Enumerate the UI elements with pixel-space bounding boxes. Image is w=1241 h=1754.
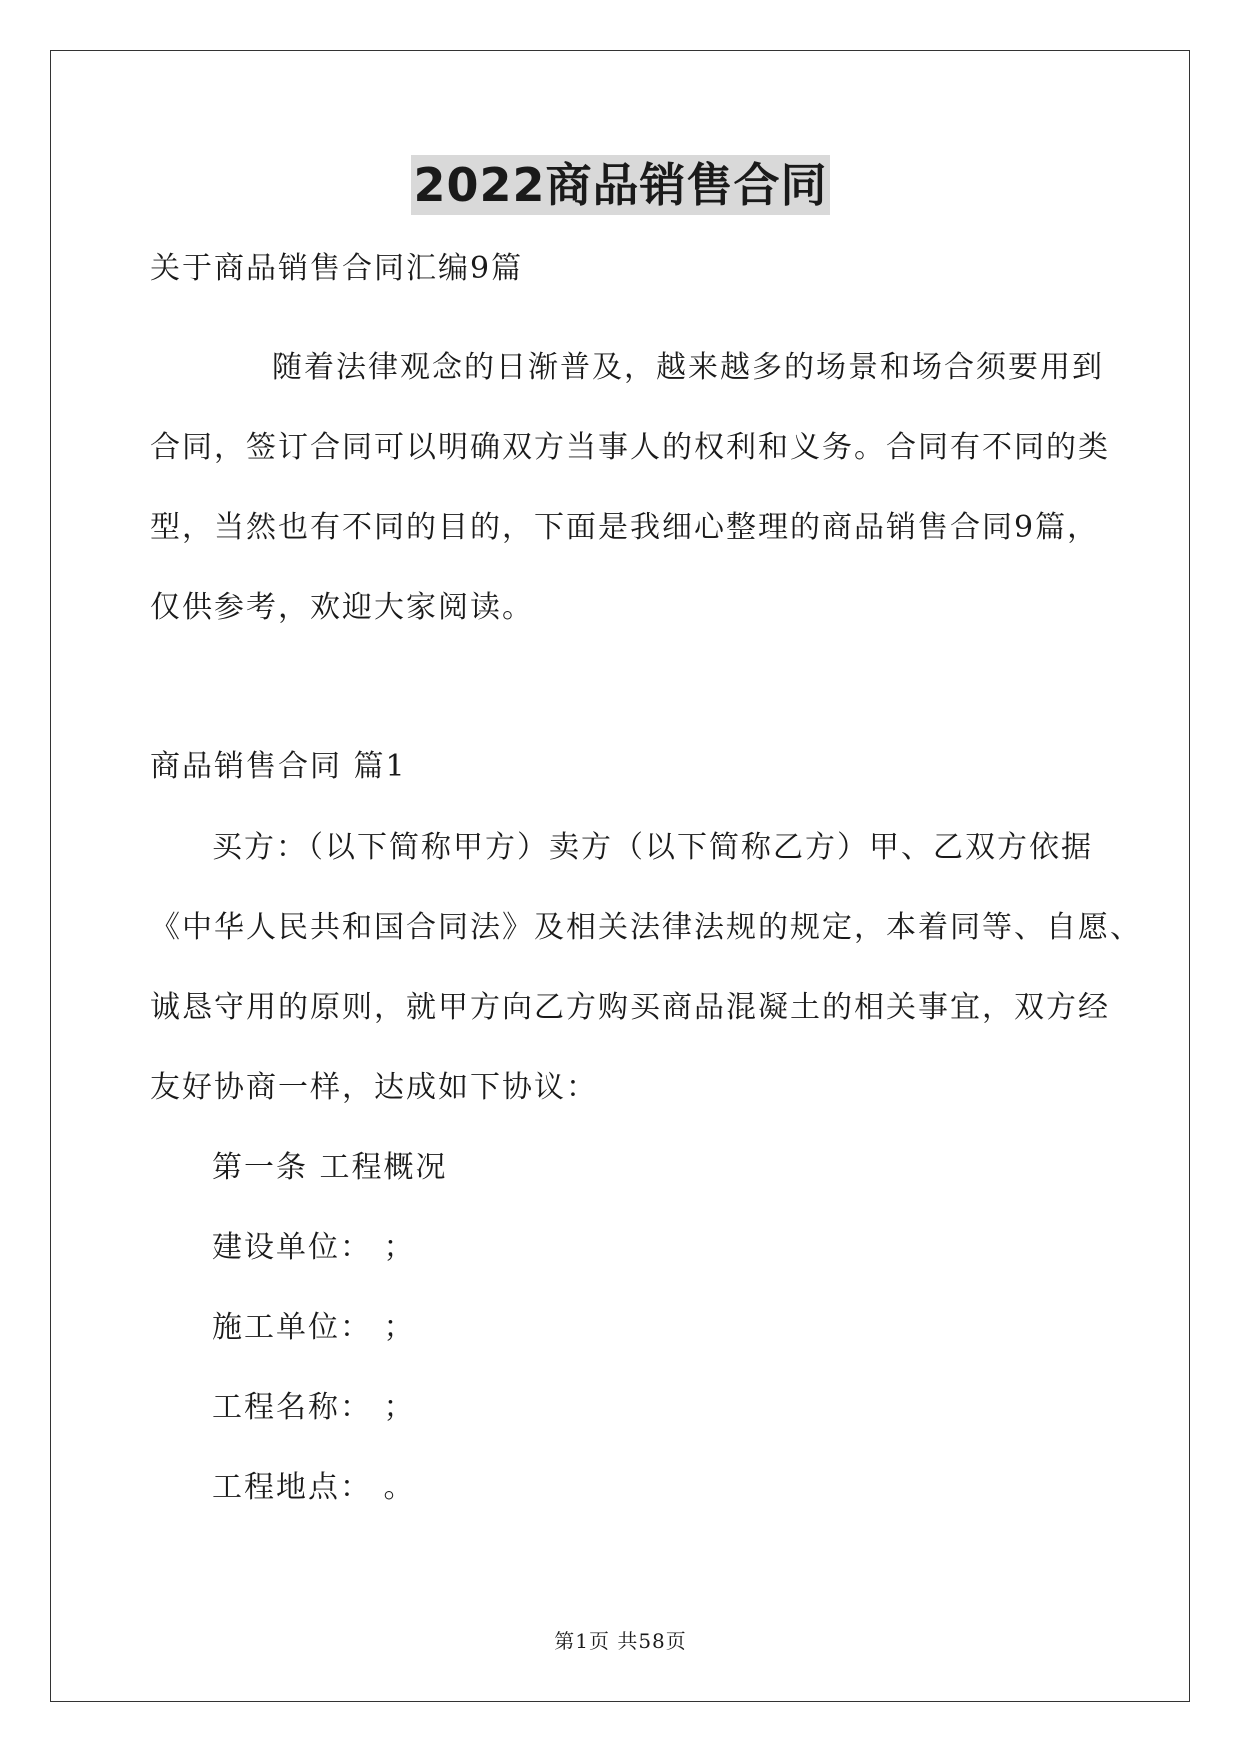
body-line-3: 诚恳守用的原则，就甲方向乙方购买商品混凝土的相关事宜，双方经	[150, 990, 1110, 1025]
body-line-1: 买方：（以下简称甲方）卖方（以下简称乙方）甲、乙双方依据	[212, 830, 1093, 865]
document-subtitle: 关于商品销售合同汇编9篇	[150, 251, 524, 286]
document-title: 2022商品销售合同	[411, 155, 829, 215]
title-container	[0, 155, 1241, 215]
field-project-location: 工程地点： 。	[212, 1470, 416, 1505]
intro-line-3: 型，当然也有不同的目的，下面是我细心整理的商品销售合同9篇，	[150, 510, 1100, 545]
field-construction-unit: 建设单位： ；	[212, 1230, 416, 1265]
body-line-4: 友好协商一样，达成如下协议：	[150, 1070, 598, 1105]
intro-line-2: 合同，签订合同可以明确双方当事人的权利和义务。合同有不同的类	[150, 430, 1110, 465]
page-border	[50, 50, 1190, 1702]
article-heading: 第一条 工程概况	[212, 1150, 448, 1185]
intro-line-1: 随着法律观念的日渐普及，越来越多的场景和场合须要用到	[272, 350, 1104, 385]
body-line-2: 《中华人民共和国合同法》及相关法律法规的规定，本着同等、自愿、	[150, 910, 1142, 945]
page-footer: 第1页 共58页	[554, 1629, 687, 1653]
field-project-name: 工程名称： ；	[212, 1390, 416, 1425]
section-heading: 商品销售合同 篇1	[150, 749, 407, 784]
field-contractor-unit: 施工单位： ；	[212, 1310, 416, 1345]
intro-line-4: 仅供参考，欢迎大家阅读。	[150, 590, 534, 625]
